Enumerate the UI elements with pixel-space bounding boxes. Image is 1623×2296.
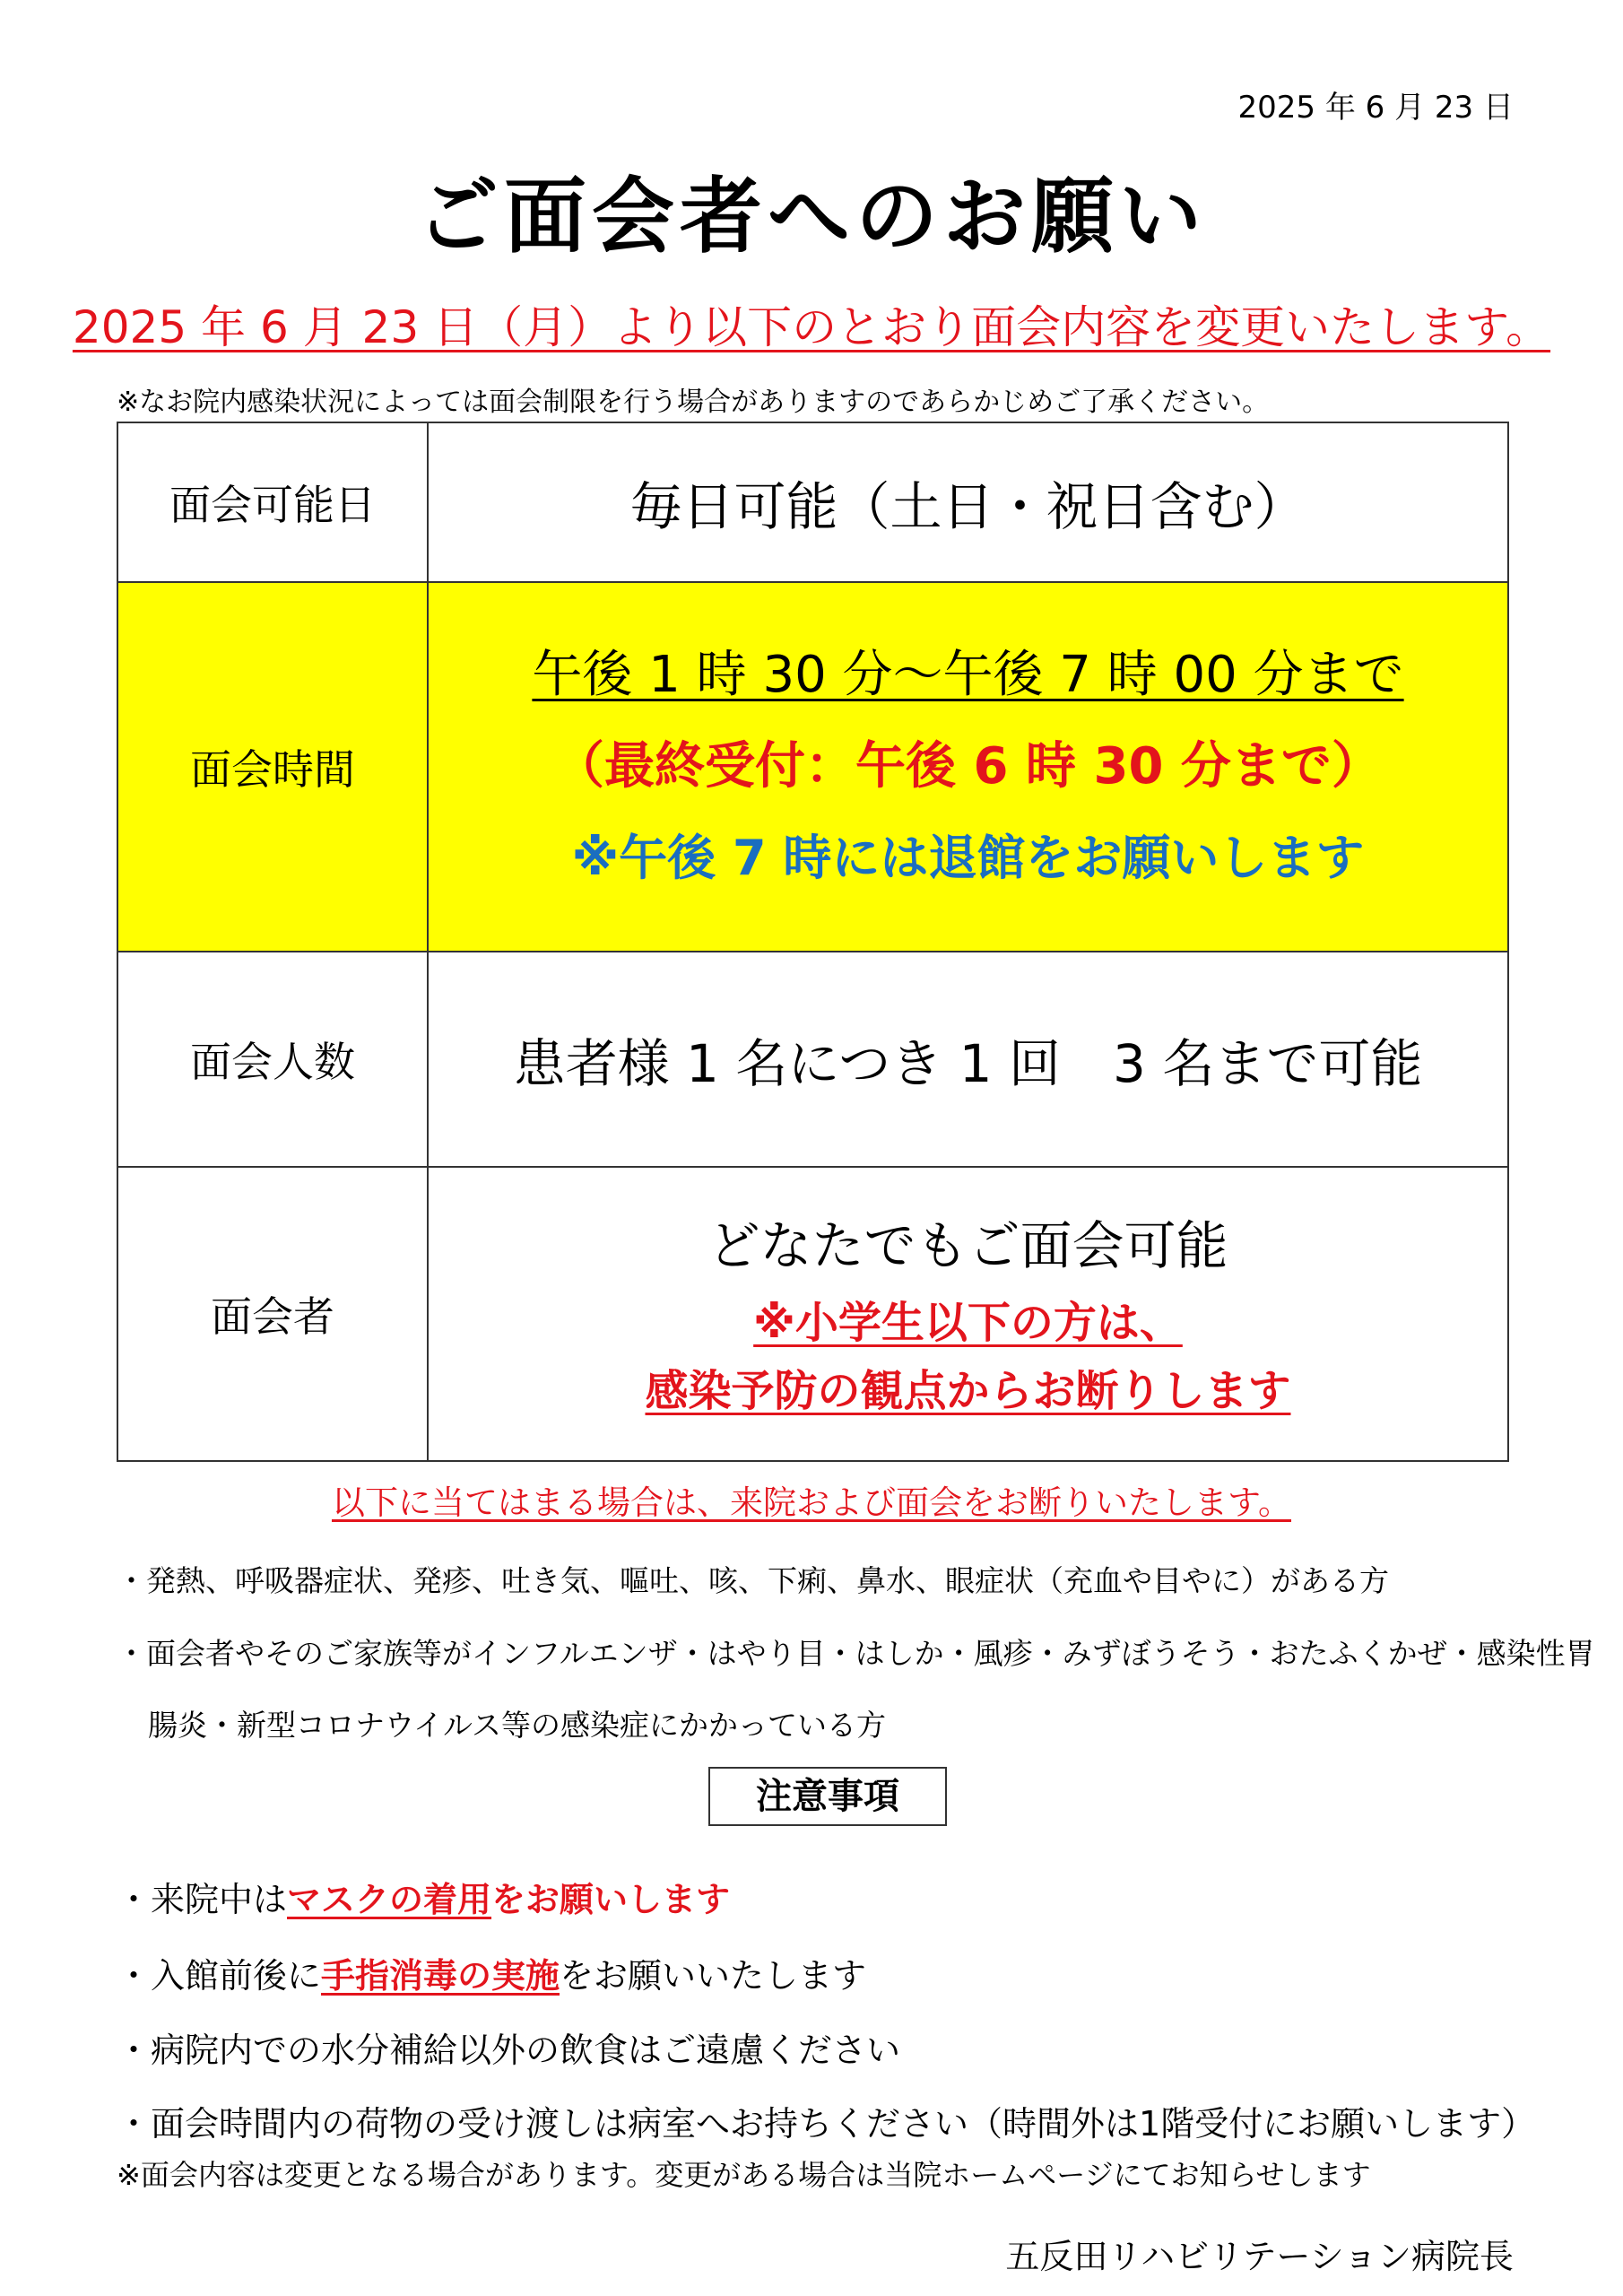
item-highlight: をお願いします: [491, 1880, 731, 1919]
item-text: ・来院中は: [117, 1880, 288, 1919]
hours-value: [428, 582, 1508, 952]
item-highlight: マスクの着用: [287, 1880, 492, 1919]
visit-info-table: [117, 422, 1509, 1462]
hours-range: 午後 1 時 30 分～午後 7 時 00 分まで: [532, 646, 1404, 704]
visitor-note-line2: 感染予防の観点からお断りします: [645, 1366, 1291, 1416]
count-value-text: 患者様 1 名につき 1 回 3 名まで可能: [513, 1033, 1423, 1094]
caution-item-mask: [117, 1872, 730, 1921]
hours-last-reception: （最終受付：午後 6 時 30 分まで）: [554, 737, 1382, 796]
table-row: [117, 582, 1508, 952]
table-row: [117, 1167, 1508, 1461]
refusal-heading: 以下に当てはまる場合は、来院および面会をお断りいたします。: [331, 1483, 1292, 1522]
table-row: [117, 952, 1508, 1167]
caution-item-luggage: ・面会時間内の荷物の受け渡しは病室へお持ちください（時間外は1階受付にお願いします）: [117, 2104, 1536, 2144]
caution-item-sanitize: [117, 1948, 866, 1997]
refusal-condition: ・面会者やそのご家族等がインフルエンザ・はやり目・はしか・風疹・みずぼうそう・おたふくかぜ・感染性胃: [117, 1636, 1595, 1671]
visitor-note-line1: ※小学生以下の方は、: [753, 1298, 1183, 1348]
item-text: をお願いいたします: [560, 1956, 867, 1996]
refusal-condition-cont: 腸炎・新型コロナウイルス等の感染症にかかっている方: [148, 1708, 887, 1743]
signature: 五反田リハビリテーション病院長: [1005, 2237, 1514, 2276]
restriction-subnote: ※なお院内感染状況によっては面会制限を行う場合がありますのであらかじめご了承ください。: [117, 387, 1270, 418]
days-value-text: 毎日可能（土日・祝日含む）: [629, 476, 1306, 537]
days-label: 面会可能日: [117, 422, 428, 582]
item-text: ・入館前後に: [117, 1956, 322, 1996]
page-title: ご面会者へのお願い: [415, 169, 1207, 265]
caution-heading: 注意事項: [708, 1767, 947, 1826]
item-highlight: 手指消毒の実施: [321, 1956, 560, 1996]
hours-label: 面会時間: [117, 582, 428, 952]
caution-item-food: ・病院内での水分補給以外の飲食はご遠慮ください: [117, 2031, 901, 2070]
count-label: 面会人数: [117, 952, 428, 1167]
days-value: [428, 422, 1508, 582]
refusal-condition: ・発熱、呼吸器症状、発疹、吐き気、嘔吐、咳、下痢、鼻水、眼症状（充血や目やに）がある方: [117, 1563, 1389, 1598]
document-date: 2025 年 6 月 23 日: [1237, 90, 1514, 126]
visitor-label: 面会者: [117, 1167, 428, 1461]
visitor-value-text: どなたでもご面会可能: [707, 1215, 1228, 1276]
footnote: ※面会内容は変更となる場合があります。変更がある場合は当院ホームページにてお知らせします: [117, 2158, 1371, 2192]
table-row: [117, 422, 1508, 582]
visitor-value: [428, 1167, 1508, 1461]
change-notice: 2025 年 6 月 23 日（月）より以下のとおり面会内容を変更いたします。: [72, 301, 1551, 353]
count-value: [428, 952, 1508, 1167]
hours-exit-note: ※午後 7 時には退館をお願いします: [571, 830, 1365, 886]
